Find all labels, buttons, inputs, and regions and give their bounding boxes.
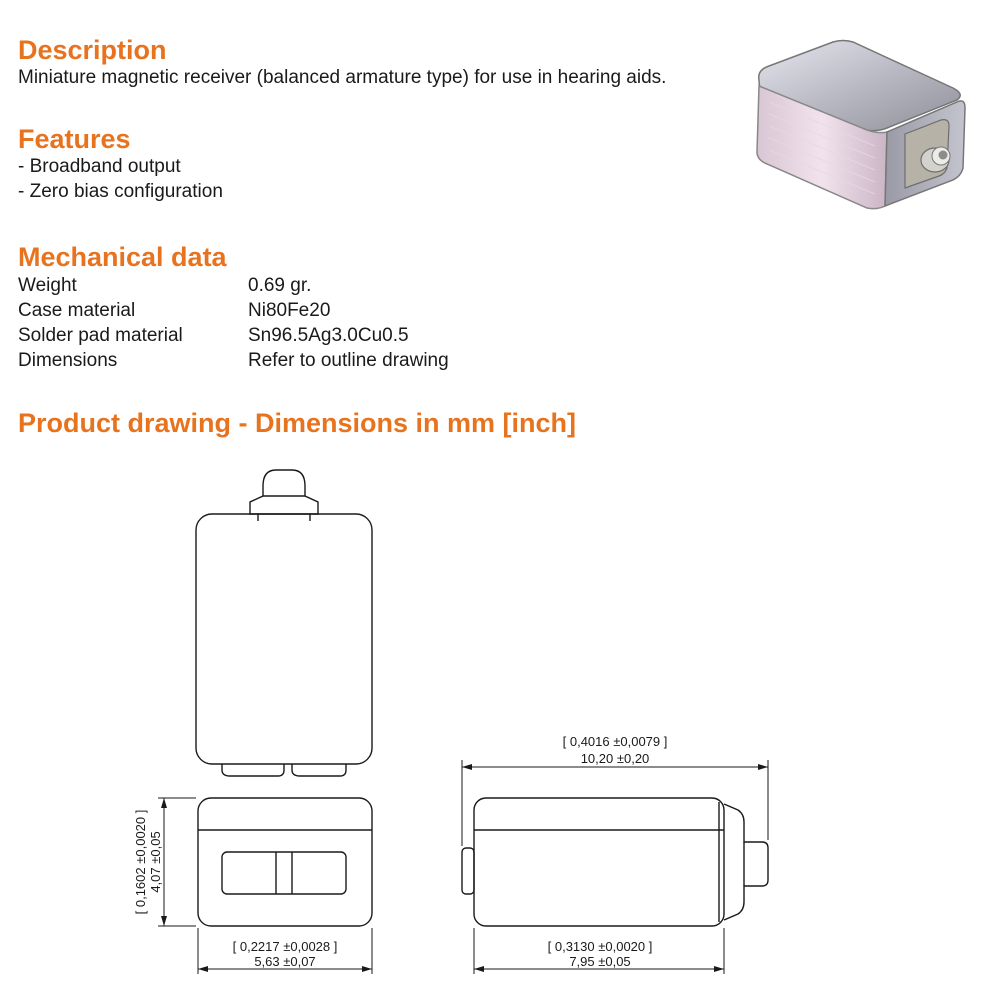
feature-item: - Zero bias configuration [18,181,223,202]
mechanical-heading: Mechanical data [18,242,227,272]
length-dim-mm: 7,95 ±0,05 [569,954,631,969]
row-value: 0.69 gr. [248,275,312,296]
row-label: Weight [18,275,77,296]
row-label: Case material [18,300,136,321]
description-text: Miniature magnetic receiver (balanced armature type) for use in hearing aids. [18,67,667,88]
row-value: Ni80Fe20 [248,300,331,321]
nozzle-side-view [724,804,768,920]
length-dim-inch: [ 0,3130 ±0,0020 ] [547,939,653,954]
solder-pad-left [222,764,284,776]
body-top-view [196,514,372,764]
nozzle-top-view [250,470,318,514]
outline-drawing [0,450,1000,1000]
side-stub-left [462,848,474,894]
product-render-image [745,36,970,216]
total-dim-mm: 10,20 ±0,20 [580,751,650,766]
height-dim-inch: [ 0,1602 ±0,0020 ] [133,809,148,915]
description-heading: Description [18,35,167,65]
sound-outlet-front [222,852,346,894]
row-label: Solder pad material [18,325,183,346]
row-value: Sn96.5Ag3.0Cu0.5 [248,325,409,346]
total-dim-inch: [ 0,4016 ±0,0079 ] [562,734,668,749]
feature-item: - Broadband output [18,156,181,177]
row-value: Refer to outline drawing [248,350,449,371]
width-dim-mm: 5,63 ±0,07 [254,954,316,969]
height-dim-mm: 4,07 ±0,05 [148,831,163,893]
drawing-heading: Product drawing - Dimensions in mm [inch] [18,408,577,438]
features-heading: Features [18,124,131,154]
row-label: Dimensions [18,350,118,371]
body-side-view [474,798,724,926]
solder-pad-right [292,764,346,776]
width-dim-inch: [ 0,2217 ±0,0028 ] [232,939,338,954]
